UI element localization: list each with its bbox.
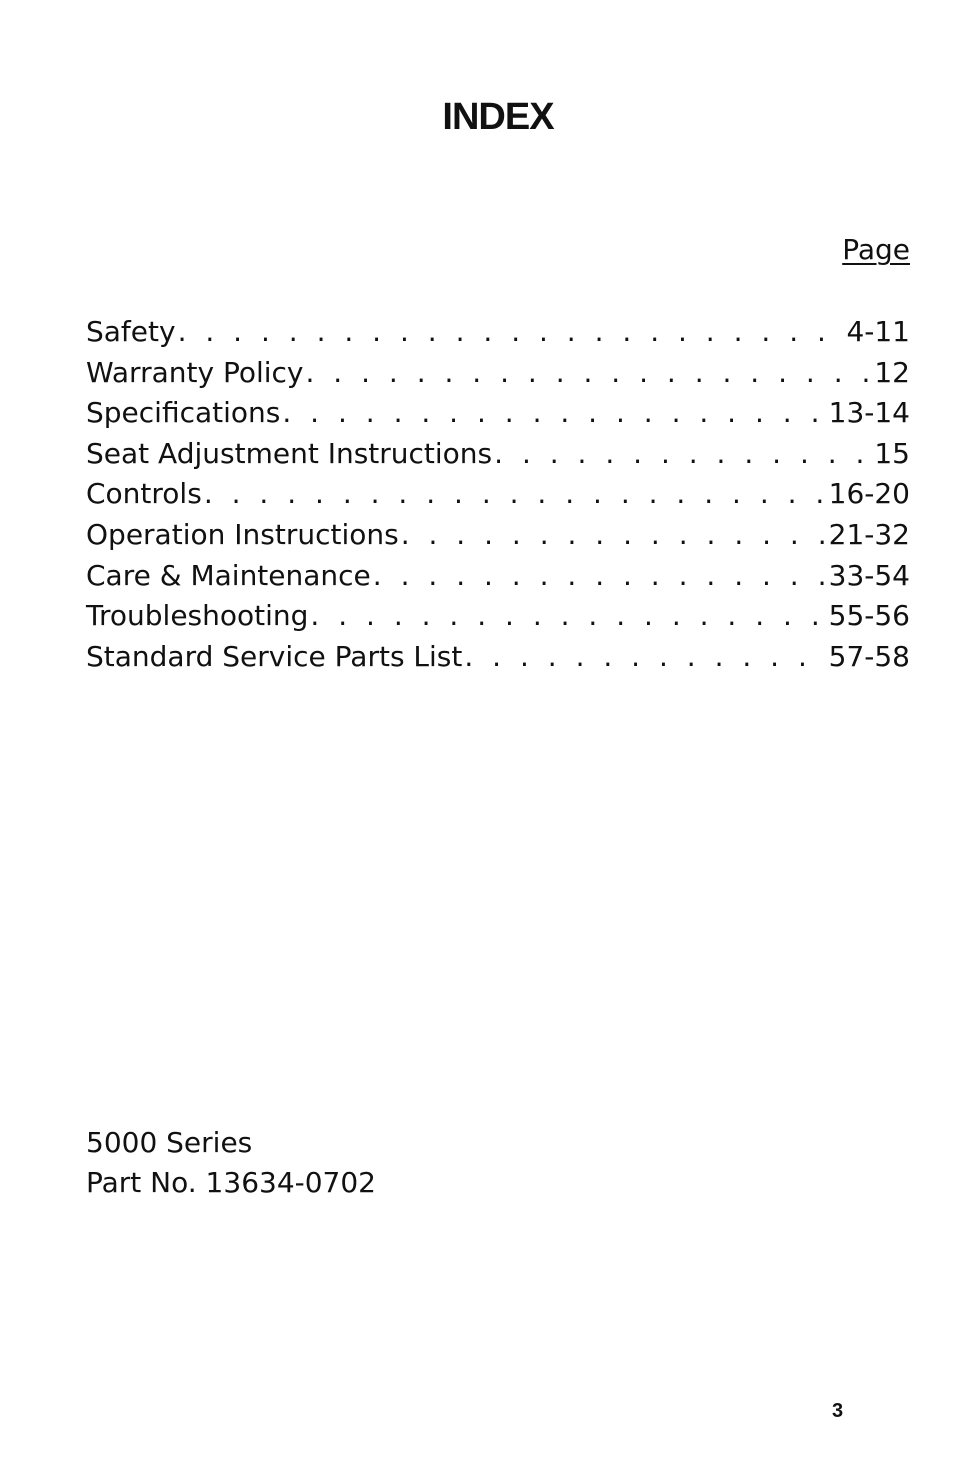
index-entry-warranty-policy xyxy=(86,353,910,394)
product-info xyxy=(86,1123,376,1203)
page-title: INDEX xyxy=(442,96,554,138)
index-entry-seat-adjustment xyxy=(86,434,910,475)
index-entry-label: Controls xyxy=(86,477,202,511)
dot-leader xyxy=(462,637,826,678)
index-entry-label: Standard Service Parts List xyxy=(86,639,463,673)
index-entry-service-parts-list xyxy=(86,637,910,678)
index-entry-label: Safety xyxy=(86,315,176,348)
dot-leader xyxy=(492,434,872,475)
index-entry-pages: 15 xyxy=(874,436,910,470)
part-number: Part No. 13634-0702 xyxy=(86,1166,376,1199)
series-label: 5000 Series xyxy=(86,1126,253,1159)
index-entry-pages: 55-56 xyxy=(828,599,910,633)
index-entry-pages: 16-20 xyxy=(828,477,910,511)
index-entry-label: Seat Adjustment Instructions xyxy=(86,436,493,470)
dot-leader xyxy=(280,393,826,434)
index-entry-troubleshooting xyxy=(86,596,910,637)
dot-leader xyxy=(399,515,827,556)
page-column-heading: Page xyxy=(842,233,910,266)
dot-leader xyxy=(202,474,827,515)
index-entry-pages: 57-58 xyxy=(828,639,910,673)
dot-leader xyxy=(308,596,826,637)
index-entry-operation-instructions xyxy=(86,515,910,556)
index-entry-pages: 21-32 xyxy=(828,517,910,551)
index-entry-care-maintenance xyxy=(86,556,910,597)
index-entry-specifications xyxy=(86,393,910,434)
index-entry-label: Specifications xyxy=(86,396,281,430)
index-entry-pages: 13-14 xyxy=(828,396,910,430)
page-number: 3 xyxy=(832,1400,844,1422)
index-entry-pages: 33-54 xyxy=(828,558,910,592)
index-entry-label: Care & Maintenance xyxy=(86,558,371,592)
index-entry-pages: 4-11 xyxy=(846,315,910,348)
index-list xyxy=(86,312,910,677)
index-entry-safety xyxy=(86,312,910,353)
dot-leader xyxy=(371,556,827,597)
index-entry-controls xyxy=(86,474,910,515)
index-entry-label: Troubleshooting xyxy=(86,599,309,633)
index-entry-label: Warranty Policy xyxy=(86,355,304,389)
index-entry-pages: 12 xyxy=(874,355,910,389)
dot-leader xyxy=(303,353,872,394)
index-entry-label: Operation Instructions xyxy=(86,517,399,551)
dot-leader xyxy=(176,312,845,353)
